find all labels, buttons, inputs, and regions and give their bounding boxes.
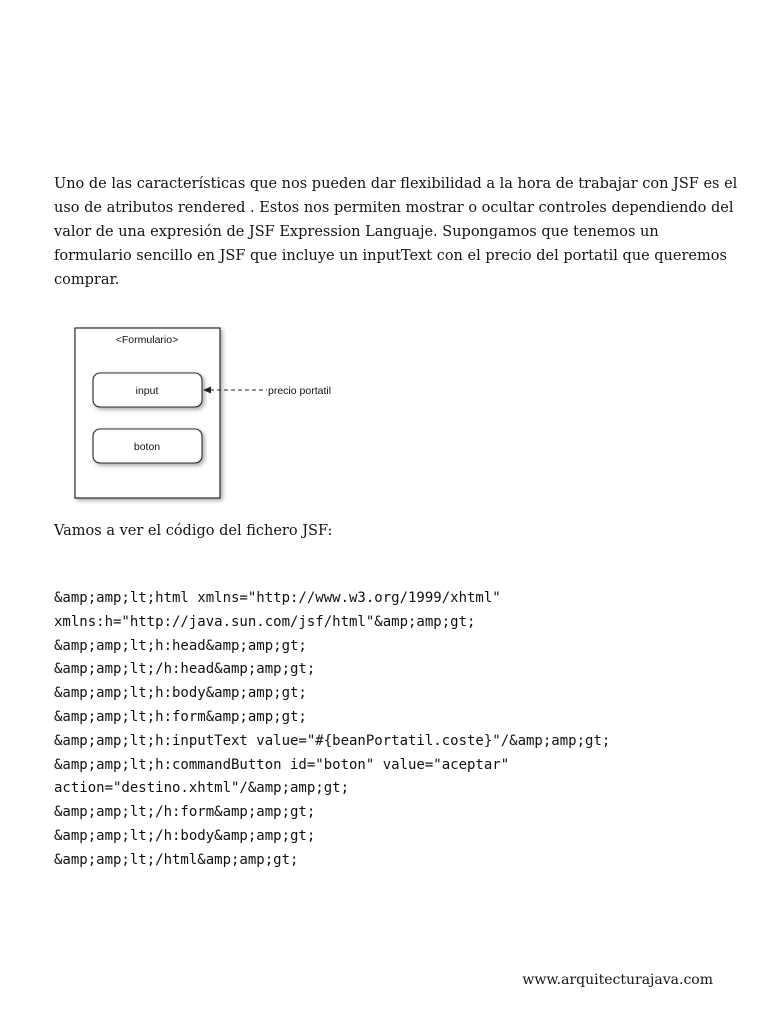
intro-line: valor de una expresión de JSF Expression Languaje. Supongamos que tenemos un [54,224,659,240]
intro-line: formulario sencillo en JSF que incluye un inputText con el precio del portatil que queremos [54,248,727,264]
form-diagram [60,318,360,510]
code-line: &amp;amp;lt;/h:head&amp;amp;gt; [54,661,316,678]
code-line: &amp;amp;lt;h:commandButton id="boton" value="aceptar" [54,756,510,773]
code-line: &amp;amp;lt;h:inputText value="#{beanPortatil.coste}"/&amp;amp;gt; [54,732,611,749]
code-line: xmlns:h="http://java.sun.com/jsf/html"&amp;amp;gt; [54,613,476,630]
form-title-label: <Formulario> [115,334,179,346]
input-box-label: input [135,385,159,397]
code-line: &amp;amp;lt;h:form&amp;amp;gt; [54,708,307,725]
code-line: &amp;amp;lt;/h:form&amp;amp;gt; [54,804,316,821]
code-line: &amp;amp;lt;/html&amp;amp;gt; [54,851,299,868]
code-line: &amp;amp;lt;h:head&amp;amp;gt; [54,637,307,654]
intro-line: Uno de las características que nos pueden dar flexibilidad a la hora de trabajar con JSF es el [54,176,738,192]
code-line: &amp;amp;lt;h:body&amp;amp;gt; [54,685,307,702]
code-line: action="destino.xhtml"/&amp;amp;gt; [54,780,350,797]
button-box-label: boton [133,441,161,453]
form-container-box [75,328,220,498]
intro-line: uso de atributos rendered . Estos nos permiten mostrar o ocultar controles dependiendo del [54,200,734,216]
code-line: &amp;amp;lt;html xmlns="http://www.w3.org/1999/xhtml" [54,590,501,606]
footer-site-url: www.arquitecturajava.com [522,972,713,988]
code-block [54,587,610,873]
arrow-label: precio portatil [268,385,332,397]
intro-paragraph [54,172,738,292]
code-line: &amp;amp;lt;/h:body&amp;amp;gt; [54,827,316,844]
intro-line: comprar. [54,272,120,288]
code-intro-text: Vamos a ver el código del fichero JSF: [54,523,333,539]
